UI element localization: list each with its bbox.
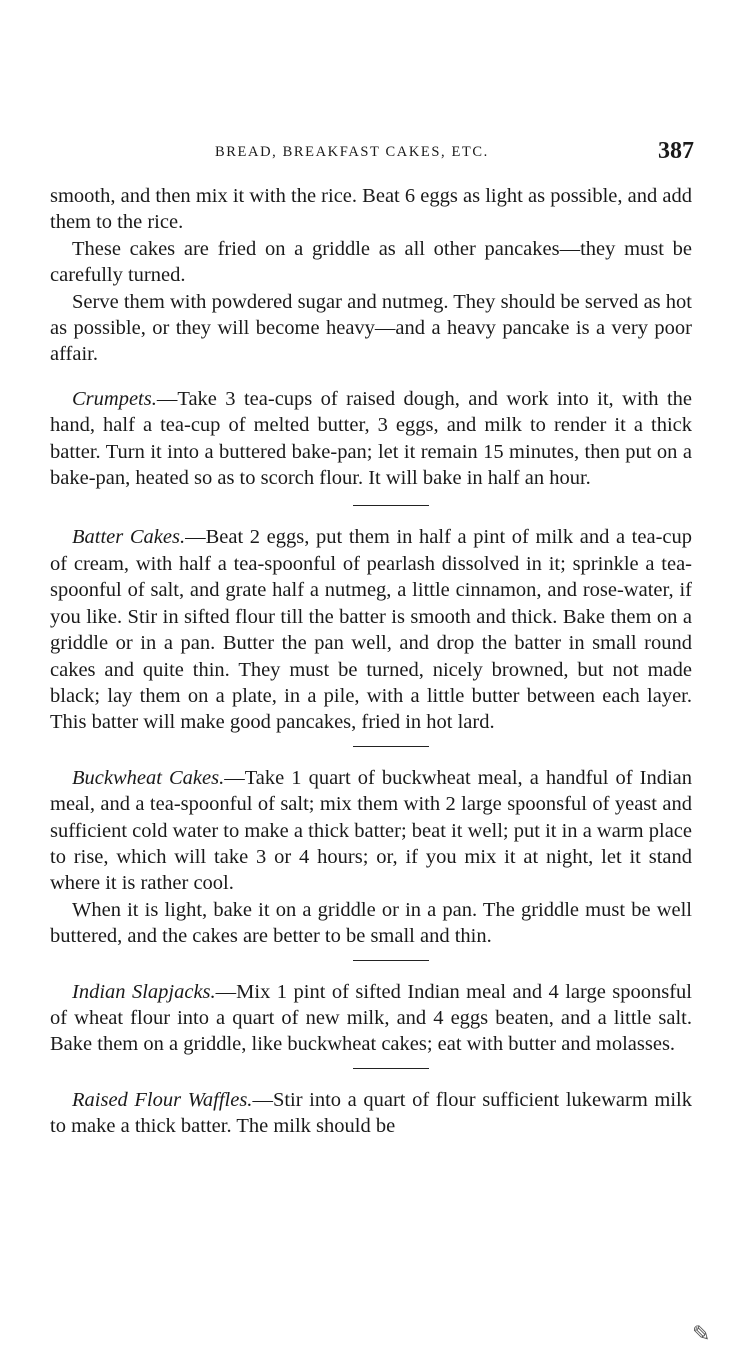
recipe-title: Indian Slapjacks. bbox=[72, 980, 216, 1003]
recipe-indian-slapjacks bbox=[50, 979, 692, 1058]
recipe-raised-flour-waffles bbox=[50, 1087, 692, 1140]
paragraph-continued: smooth, and then mix it with the rice. Beat 6 eggs as light as possible, and add them to the rice. bbox=[50, 185, 692, 234]
section-divider bbox=[353, 960, 429, 961]
page-header bbox=[0, 140, 750, 170]
ink-mark-icon: ✎ bbox=[692, 1322, 711, 1347]
recipe-buckwheat-cakes bbox=[50, 765, 692, 950]
recipe-title: Batter Cakes. bbox=[72, 526, 186, 549]
recipe-title: Raised Flour Waffles. bbox=[72, 1088, 253, 1111]
section-divider bbox=[353, 746, 429, 747]
paragraph-frying: These cakes are fried on a griddle as all other pancakes—they must be carefully turned. bbox=[50, 237, 692, 287]
recipe-batter-cakes bbox=[50, 524, 692, 735]
page-number: 387 bbox=[658, 138, 694, 164]
page-body bbox=[50, 183, 692, 1140]
paragraph-serving: Serve them with powdered sugar and nutmeg. They should be served as hot as possible, or they will become heavy—and a heavy pancake is a very poor affair. bbox=[50, 290, 692, 366]
section-divider bbox=[353, 505, 429, 506]
section-divider bbox=[353, 1068, 429, 1069]
running-head: BREAD, BREAKFAST CAKES, ETC. bbox=[215, 144, 489, 160]
recipe-text: —Take 1 quart of buckwheat meal, a handful of Indian meal, and a tea-spoonful of salt; mix them with 2 large spoonsful of yeast and sufficient cold water to make a thick batter; beat it well; put it in a warm place to rise, which will take 3 or 4 hours; or, if you mix it at night, let it stand where it is rather cool. bbox=[50, 766, 692, 895]
recipe-text: —Take 3 tea-cups of raised dough, and work into it, with the hand, half a tea-cup of melted butter, 3 eggs, and milk to render it a thick batter. Turn it into a buttered bake-pan; let it remain 15 minutes, then put on a bake-pan, heated so as to scorch flour. It will bake in half an hour. bbox=[50, 387, 692, 490]
recipe-text: —Mix 1 pint of sifted Indian meal and 4 large spoonsful of wheat flour into a quart of new milk, and 4 eggs beaten, and a little salt. Bake them on a griddle, like buckwheat cakes; eat with butter and molasses. bbox=[50, 980, 692, 1056]
recipe-title: Buckwheat Cakes. bbox=[72, 766, 225, 789]
recipe-crumpets bbox=[50, 386, 692, 492]
recipe-title: Crumpets. bbox=[72, 387, 157, 410]
recipe-text-continued: When it is light, bake it on a griddle or in a pan. The griddle must be well buttered, and the cakes are better to be small and thin. bbox=[50, 898, 692, 948]
recipe-text: —Stir into a quart of flour sufficient lukewarm milk to make a thick batter. The milk should be bbox=[50, 1088, 692, 1138]
recipe-text: —Beat 2 eggs, put them in half a pint of milk and a tea-cup of cream, with half a tea-spoonful of pearlash dissolved in it; sprinkle a tea-spoonful of salt, and grate half a nutmeg, a little cinnamon, and rose-water, if you like. Stir in sifted flour till the batter is smooth and thick. Bake them on a griddle or in a pan. Butter the pan well, and drop the batter in small round cakes and quite thin. They must be turned, nicely browned, but not made black; lay them on a plate, in a pile, with a little butter between each layer. This batter will make good pancakes, fried in hot lard. bbox=[50, 526, 692, 734]
